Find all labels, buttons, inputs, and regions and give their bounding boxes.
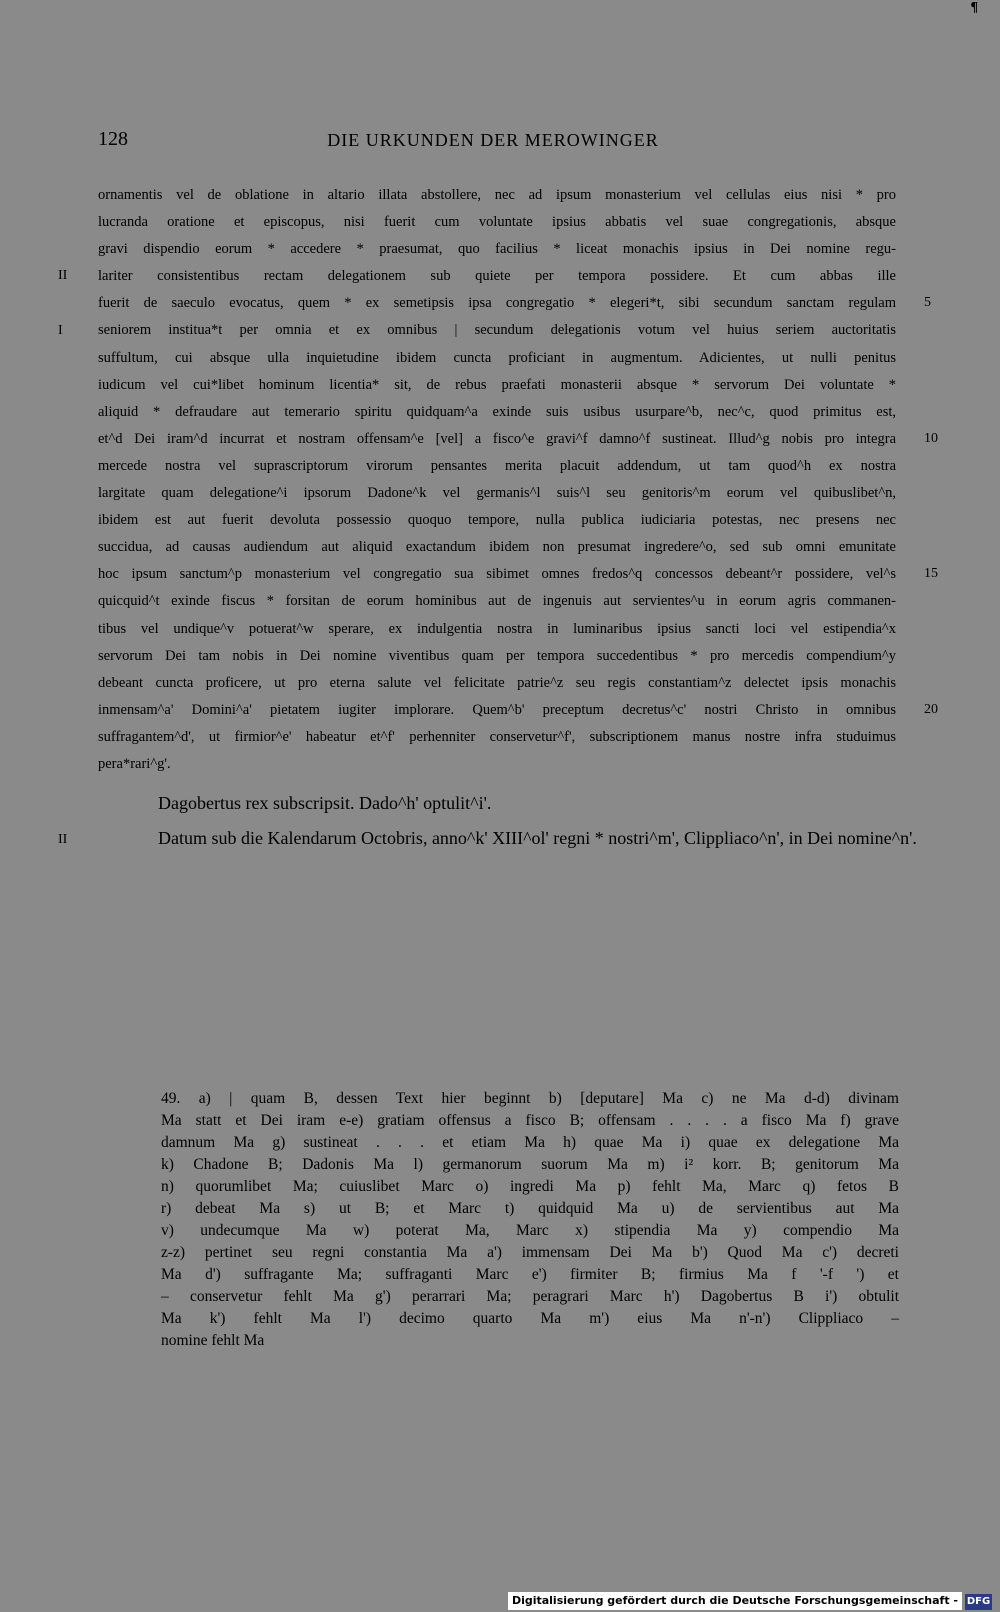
text-line: ibidem est aut fuerit devoluta possessio quoquo tempore, nulla publica iudiciaria potestas, nec presens nec <box>98 512 896 529</box>
text-line: suffultum, cui absque ulla inquietudine ibidem cuncta proficiant in augmentum. Adicientes, ut nulli penitus <box>98 349 896 366</box>
dating-line: Datum sub die Kalendarum Octobris, anno^k' XIII^ol' regni * nostri^m', Clippliaco^n', in Dei nomine^n'. <box>158 828 917 849</box>
margin-note-left: II <box>58 268 68 284</box>
text-line: hoc ipsum sanctum^p monasterium vel congregatio sua sibimet omnes fredos^q concessos debeant^r possidere, vel^s <box>98 566 896 583</box>
text-line: largitate quam delegatione^i ipsorum Dadone^k vel germanis^l suis^l seu genitoris^m eorum vel quibuslibet^n, <box>98 485 896 502</box>
footnote-line: damnum Ma g) sustineat . . . et etiam Ma h) quae Ma i) quae ex delegatione Ma <box>161 1134 899 1151</box>
critical-apparatus <box>161 1088 899 1352</box>
line-number: 15 <box>924 566 938 582</box>
text-line: pera*rari^g'. <box>98 755 171 772</box>
charter-text <box>98 182 917 856</box>
text-line: quicquid^t exinde fiscus * forsitan de eorum hominibus aut de ingenuis aut servientes^u in eorum agris commanen- <box>98 593 896 610</box>
running-title: DIE URKUNDEN DER MEROWINGER <box>327 130 659 150</box>
footnote-line: – conservetur fehlt Ma g') perarrari Ma; peragrari Marc h') Dagobertus B i') obtulit <box>161 1288 899 1305</box>
text-line: debeant cuncta proficere, ut pro eterna salute vel felicitate patrie^z seu regis constantiam^z delectet ipsis monachis <box>98 674 896 691</box>
footnote-line: v) undecumque Ma w) poterat Ma, Marc x) stipendia Ma y) compendio Ma <box>161 1222 899 1239</box>
text-line: fuerit de saeculo evocatus, quem * ex semetipsis ipsa congregatio * elegeri*t, sibi secundum sanctam regulam <box>98 295 896 312</box>
text-line: iudicum vel cui*libet hominum licentia* sit, de rebus praefati monasterii absque * servorum Dei voluntate * <box>98 376 896 393</box>
footnote-line: k) Chadone B; Dadonis Ma l) germanorum suorum Ma m) i² korr. B; genitorum Ma <box>161 1156 899 1173</box>
text-line: seniorem institua*t per omnia et ex omnibus | secundum delegationis votum vel huius seriem auctoritatis <box>98 322 896 339</box>
text-line: mercede nostra vel suprascriptorum virorum pensantes merita placuit addendum, ut tam quod^h ex nostra <box>98 457 896 474</box>
page-number: 128 <box>98 128 128 150</box>
page-header <box>98 128 888 158</box>
text-line: et^d Dei iram^d incurrat et nostram offensam^e [vel] a fisco^e gravi^f damno^f sustineat. Illud^g nobis pro integra <box>98 430 896 447</box>
corner-mark: ¶ <box>970 0 978 15</box>
text-line: tibus vel undique^v potuerat^w sperare, ex indulgentia nostra in luminaribus ipsius sancti loci vel estipendia^x <box>98 620 896 637</box>
footnote-line: Ma d') suffragante Ma; suffraganti Marc e') firmiter B; firmius Ma f '-f ') et <box>161 1266 899 1283</box>
footnote-line: Ma k') fehlt Ma l') decimo quarto Ma m') eius Ma n'-n') Clippliaco – <box>161 1310 899 1327</box>
line-number: 5 <box>924 295 931 311</box>
text-line: succidua, ad causas audiendum aut aliquid exactandum ibidem non presumat ingredere^o, sed sub omni emunitate <box>98 539 896 556</box>
margin-note-left: I <box>58 322 63 338</box>
text-line: inmensam^a' Domini^a' pietatem iugiter implorare. Quem^b' preceptum decretus^c' nostri Christo in omnibus <box>98 701 896 718</box>
text-line: aliquid * defraudare aut temerario spiritu quidquam^a exinde suis usibus usurpare^b, nec^c, quod primitus est, <box>98 403 896 420</box>
footnote-line: r) debeat Ma s) ut B; et Marc t) quidquid Ma u) de servientibus aut Ma <box>161 1200 899 1217</box>
digitization-credit: Digitalisierung gefördert durch die Deutsche Forschungsgemeinschaft - <box>508 1592 962 1610</box>
text-line: gravi dispendio eorum * accedere * praesumat, quo facilius * liceat monachis ipsius in Dei nomine regu- <box>98 241 896 258</box>
footnote-line: n) quorumlibet Ma; cuiuslibet Marc o) ingredi Ma p) fehlt Ma, Marc q) fetos B <box>161 1178 899 1195</box>
text-line: servorum Dei tam nobis in Dei nomine viventibus quam per tempora succedentibus * pro mercedis compendium^y <box>98 647 896 664</box>
footnote-line: Ma statt et Dei iram e-e) gratiam offensus a fisco B; offensam . . . . a fisco Ma f) grave <box>161 1112 899 1129</box>
margin-note-left: II <box>58 832 68 848</box>
dfg-logo: DFG <box>965 1594 992 1610</box>
line-number: 10 <box>924 430 938 446</box>
text-line: lariter consistentibus rectam delegationem sub quiete per tempora possidere. Et cum abbas ille <box>98 268 896 285</box>
text-line: lucranda oratione et episcopus, nisi fuerit cum voluntate ipsius abbatis vel suae congregationis, absque <box>98 214 896 231</box>
text-line: ornamentis vel de oblatione in altario illata abstollere, nec ad ipsum monasterium vel cellulas eius nisi * pro <box>98 187 896 203</box>
text-line: suffragantem^d', ut firmior^e' habeatur et^f' perhenniter conservetur^f', subscriptionem manus nostre infra studuimus <box>98 728 896 745</box>
subscription-line: Dagobertus rex subscripsit. Dado^h' optulit^i'. <box>158 793 492 814</box>
line-number: 20 <box>924 701 938 717</box>
footnote-line: 49. a) | quam B, dessen Text hier beginnt b) [deputare] Ma c) ne Ma d-d) divinam <box>161 1090 899 1107</box>
footnote-line: z-z) pertinet seu regni constantia Ma a') immensam Dei Ma b') Quod Ma c') decreti <box>161 1244 899 1261</box>
footnote-line: nomine fehlt Ma <box>161 1332 265 1349</box>
